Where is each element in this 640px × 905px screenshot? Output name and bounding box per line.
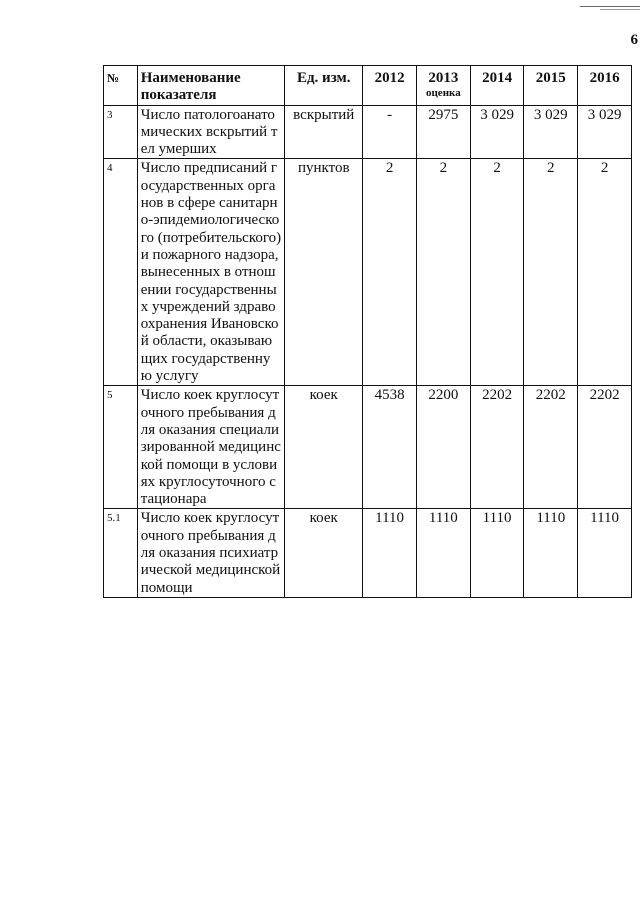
- row-name: Число коек круглосуточного пребывания для оказания психиатрической медицинской помощи: [137, 509, 285, 597]
- row-value-2013: 2200: [416, 386, 470, 509]
- row-name: Число предписаний государственных органов в сфере санитарно-эпидемиологического (потребительского) и пожарного надзора, вынесенных в отношении государственных учреждений здравоохранения Ивановской области, оказывающих государственную услугу: [137, 159, 285, 386]
- table-row: [104, 159, 632, 386]
- row-value-2012: 4538: [363, 386, 417, 509]
- header-name: Наименование показателя: [137, 66, 285, 106]
- header-year-2015-label: 2015: [535, 70, 566, 86]
- row-unit: вскрытий: [285, 105, 363, 159]
- header-year-2015: [524, 66, 578, 106]
- row-num: 4: [104, 159, 138, 386]
- header-year-2016: [578, 66, 632, 106]
- row-value-2015: 3 029: [524, 105, 578, 159]
- row-value-2016: 1110: [578, 509, 632, 597]
- row-unit: коек: [285, 386, 363, 509]
- header-year-2013: [416, 66, 470, 106]
- row-value-2015: 2202: [524, 386, 578, 509]
- table-row: [104, 105, 632, 159]
- row-value-2014: 2202: [470, 386, 524, 509]
- corner-rule: [580, 6, 640, 7]
- row-num: 5: [104, 386, 138, 509]
- row-value-2012: -: [363, 105, 417, 159]
- row-value-2016: 2202: [578, 386, 632, 509]
- row-value-2016: 3 029: [578, 105, 632, 159]
- corner-rule-secondary: [600, 9, 640, 10]
- header-year-2014-label: 2014: [482, 70, 513, 86]
- row-unit: пунктов: [285, 159, 363, 386]
- row-name: Число коек круглосуточного пребывания для оказания специализированной медицинской помощи в условиях круглосуточного стационара: [137, 386, 285, 509]
- row-unit: коек: [285, 509, 363, 597]
- table-row: [104, 386, 632, 509]
- table-row: [104, 509, 632, 597]
- header-num: №: [104, 66, 138, 106]
- row-value-2013: 2975: [416, 105, 470, 159]
- table-header-row: [104, 66, 632, 106]
- row-num: 5.1: [104, 509, 138, 597]
- row-value-2014: 3 029: [470, 105, 524, 159]
- row-value-2015: 1110: [524, 509, 578, 597]
- indicators-table: [103, 65, 632, 598]
- header-year-2013-label: 2013: [428, 70, 459, 86]
- row-num: 3: [104, 105, 138, 159]
- row-value-2014: 1110: [470, 509, 524, 597]
- row-value-2013: 1110: [416, 509, 470, 597]
- row-value-2012: 2: [363, 159, 417, 386]
- row-value-2012: 1110: [363, 509, 417, 597]
- header-year-2016-label: 2016: [589, 70, 620, 86]
- header-year-2012-label: 2012: [374, 70, 405, 86]
- header-unit: Ед. изм.: [285, 66, 363, 106]
- row-value-2013: 2: [416, 159, 470, 386]
- row-value-2014: 2: [470, 159, 524, 386]
- header-year-2012: [363, 66, 417, 106]
- header-year-2013-note: оценка: [425, 87, 461, 100]
- page-number: 6: [630, 32, 638, 48]
- row-name: Число патологоанатомических вскрытий тел умерших: [137, 105, 285, 159]
- row-value-2016: 2: [578, 159, 632, 386]
- row-value-2015: 2: [524, 159, 578, 386]
- header-year-2014: [470, 66, 524, 106]
